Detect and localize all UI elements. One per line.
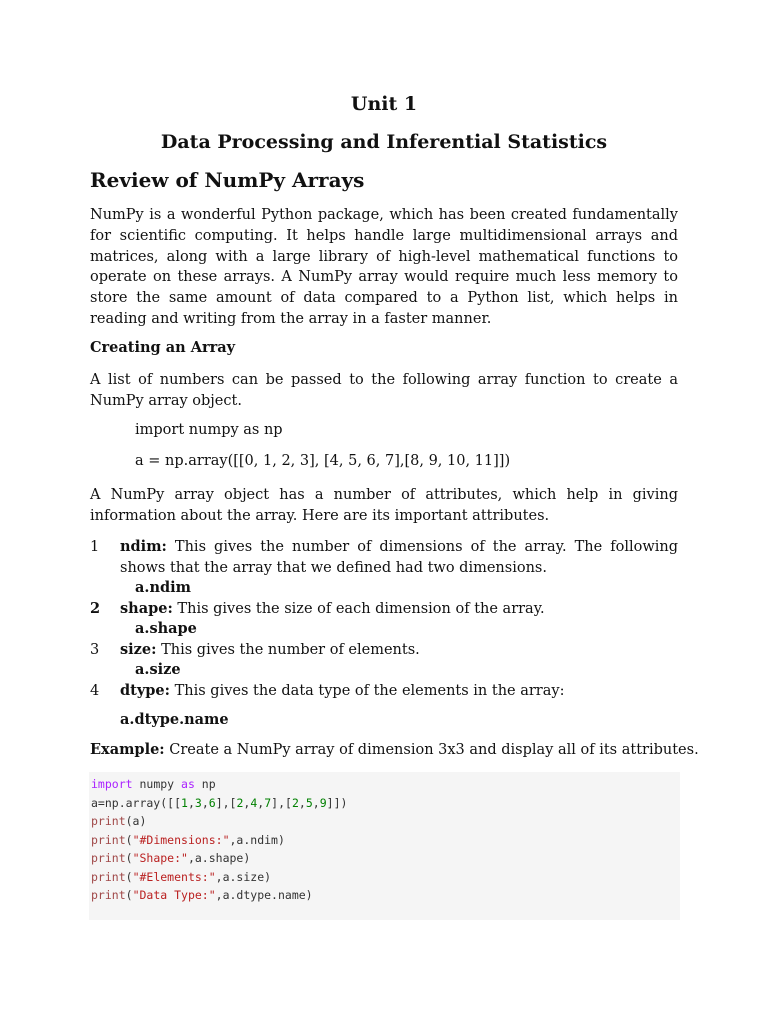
code-line: print("#Dimensions:",a.ndim) [91,832,285,847]
list-item [90,681,678,702]
list-number: 2 [90,599,101,617]
attributes-intro: A NumPy array object has a number of attributes, which help in giving information about the array. Here are its important attributes. [90,487,678,524]
code-line: print("#Elements:",a.size) [91,869,272,884]
attribute-code: a.dtype.name [120,711,229,728]
list-number: 4 [90,682,100,699]
code-line: print("Shape:",a.shape) [91,851,251,865]
list-number: 3 [90,641,100,658]
attribute-description: This gives the data type of the elements in the array: [169,682,565,699]
attribute-code: a.shape [135,620,197,637]
unit-title: Data Processing and Inferential Statistics [160,131,608,153]
attribute-name: shape: [120,599,173,617]
list-number: 1 [90,539,100,555]
attribute-list [90,537,678,701]
code-line: a=np.array([[1,3,6],[2,4,7],[2,5,9]]) [91,795,348,810]
attribute-description: This gives the number of elements. [156,641,420,658]
list-item [90,640,678,661]
attribute-description: This gives the number of dimensions of the array. The following shows that the array that we defined had two dimensions. [120,539,678,576]
attribute-description: This gives the size of each dimension of the array. [172,600,545,617]
example-text: Create a NumPy array of dimension 3x3 and display all of its attributes. [164,742,699,758]
code-line: print(a) [91,814,147,828]
code-line: print("Data Type:",a.dtype.name) [91,888,313,902]
attribute-name: size: [120,640,157,658]
code-line: import numpy as np [91,777,216,791]
section-heading: Review of NumPy Arrays [90,168,365,192]
attribute-code: a.ndim [135,579,191,596]
list-item [90,599,678,620]
creating-array-heading: Creating an Array [90,339,236,356]
code-block [89,772,680,920]
unit-heading: Unit 1 [350,93,418,115]
list-item [90,537,678,578]
attribute-name: ndim: [120,538,167,555]
example-line [90,741,699,758]
import-statement: import numpy as np [135,422,283,438]
attribute-name: dtype: [120,681,170,699]
array-statement: a = np.array([[0, 1, 2, 3], [4, 5, 6, 7],[8, 9, 10, 11]]) [135,453,511,469]
intro-paragraph: NumPy is a wonderful Python package, which has been created fundamentally for scientific computing. It helps handle large multidimensional arrays and matrices, along with a large library of high-level mathematical functions to operate on these arrays. A NumPy array would require much less memory to store the same amount of data compared to a Python list, which helps in reading and writing from the array in a faster manner. [90,207,678,327]
example-label: Example: [90,741,165,758]
attribute-code: a.size [135,661,181,678]
creating-array-text: A list of numbers can be passed to the following array function to create a NumPy array object. [90,372,678,409]
